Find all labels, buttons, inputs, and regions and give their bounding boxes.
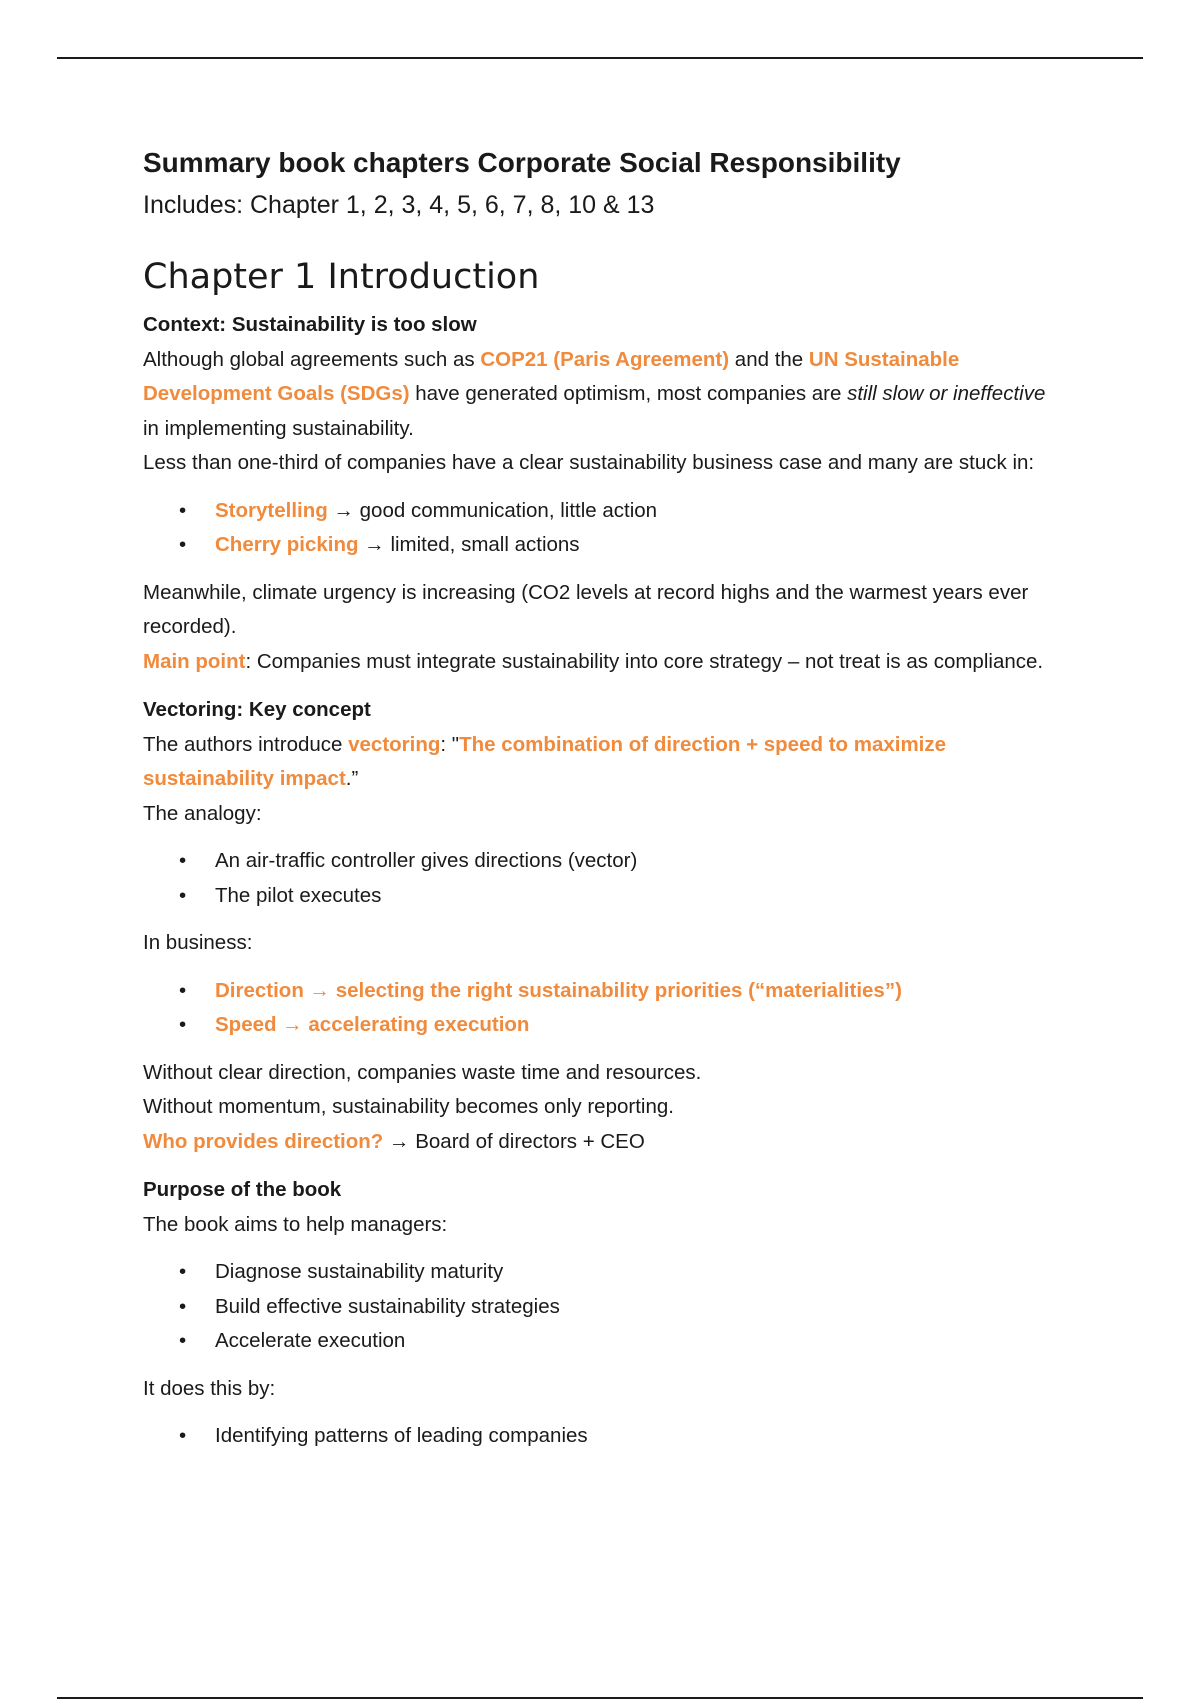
list-item-text: Identifying patterns of leading companies <box>215 1424 588 1447</box>
list-item <box>143 879 1063 914</box>
list-item <box>143 1290 1063 1325</box>
text-run: Although global agreements such as <box>143 347 481 371</box>
text-run: → Board of directors + CEO <box>383 1129 645 1153</box>
list-item-text: Direction → selecting the right sustainability priorities (“materialities”) <box>215 978 902 1002</box>
list-item-text: → good communication, little action <box>327 498 658 522</box>
list-item-text: Accelerate execution <box>215 1329 406 1352</box>
text-run: and the <box>729 347 809 371</box>
emphasis-text: still slow or ineffective <box>847 382 1046 405</box>
vectoring-heading: Vectoring: Key concept <box>143 698 371 721</box>
bullet-icon: • <box>179 1424 187 1447</box>
context-paragraph-2: Less than one-third of companies have a clear sustainability business case and many are stuck in: <box>143 451 1035 474</box>
list-item-text: Build effective sustainability strategies <box>215 1294 560 1318</box>
vectoring-paragraph-5: Without momentum, sustainability becomes only reporting. <box>143 1095 674 1118</box>
highlight-term: Storytelling <box>215 498 328 522</box>
text-run: : " <box>440 732 460 756</box>
bottom-rule <box>57 1697 1143 1699</box>
analogy-bullet-list <box>143 844 1063 913</box>
highlight-definition: The combination of direction + speed to maximize sustainability impact <box>143 732 947 790</box>
purpose-bullet-list <box>143 1255 1063 1359</box>
text-run: The authors introduce <box>143 732 349 756</box>
document-body <box>143 140 1063 1467</box>
bullet-icon: • <box>179 1260 187 1283</box>
list-item-text: An air-traffic controller gives directions (vector) <box>215 849 638 872</box>
bullet-icon: • <box>179 1329 187 1352</box>
bullet-icon: • <box>179 883 187 907</box>
document-subtitle: Includes: Chapter 1, 2, 3, 4, 5, 6, 7, 8, 10 & 13 <box>143 191 655 219</box>
text-run: have generated optimism, most companies are <box>409 382 848 405</box>
highlight-sdgs: UN Sustainable Development Goals (SDGs) <box>143 347 960 405</box>
highlight-term: Cherry picking <box>215 533 359 556</box>
text-run: : Companies must integrate sustainability into core strategy – not treat is as compliance. <box>245 649 1044 673</box>
text-run: in implementing sustainability. <box>143 416 414 440</box>
top-rule <box>57 57 1143 59</box>
purpose-paragraph-2: It does this by: <box>143 1376 276 1400</box>
vectoring-paragraph-1 <box>143 728 1063 797</box>
context-bullet-list <box>143 494 1063 563</box>
vectoring-paragraph-3: In business: <box>143 931 253 954</box>
list-item-text: → limited, small actions <box>358 533 580 556</box>
bullet-icon: • <box>179 498 187 522</box>
context-heading: Context: Sustainability is too slow <box>143 313 477 336</box>
bullet-icon: • <box>179 1013 187 1036</box>
list-item <box>143 494 1063 529</box>
list-item <box>143 528 1063 563</box>
document-title: Summary book chapters Corporate Social Responsibility <box>143 147 901 178</box>
bullet-icon: • <box>179 978 187 1002</box>
text-run: .” <box>345 767 359 790</box>
context-paragraph-1 <box>143 343 1063 447</box>
business-bullet-list <box>143 974 1063 1043</box>
bullet-icon: • <box>179 533 187 556</box>
highlight-cop21: COP21 (Paris Agreement) <box>480 347 730 371</box>
list-item <box>143 1008 1063 1043</box>
purpose-heading: Purpose of the book <box>143 1178 342 1201</box>
list-item <box>143 1419 1063 1454</box>
vectoring-paragraph-4: Without clear direction, companies waste time and resources. <box>143 1060 702 1084</box>
highlight-vectoring: vectoring <box>348 732 441 756</box>
list-item <box>143 1324 1063 1359</box>
purpose-bullet-list-2 <box>143 1419 1063 1454</box>
vectoring-paragraph-6 <box>143 1125 1063 1160</box>
chapter-heading: Chapter 1 Introduction <box>143 257 540 297</box>
list-item-text: The pilot executes <box>215 883 382 907</box>
list-item <box>143 1255 1063 1290</box>
bullet-icon: • <box>179 849 187 872</box>
vectoring-paragraph-2: The analogy: <box>143 801 262 825</box>
highlight-main-point: Main point <box>143 649 246 673</box>
highlight-question: Who provides direction? <box>143 1129 384 1153</box>
context-main-point <box>143 645 1063 680</box>
bullet-icon: • <box>179 1294 187 1318</box>
list-item <box>143 844 1063 879</box>
list-item-text: Speed → accelerating execution <box>215 1013 530 1036</box>
context-paragraph-3: Meanwhile, climate urgency is increasing (CO2 levels at record highs and the warmest years ever recorded). <box>143 580 1029 638</box>
list-item-text: Diagnose sustainability maturity <box>215 1260 504 1283</box>
purpose-paragraph-1: The book aims to help managers: <box>143 1212 448 1236</box>
list-item <box>143 974 1063 1009</box>
